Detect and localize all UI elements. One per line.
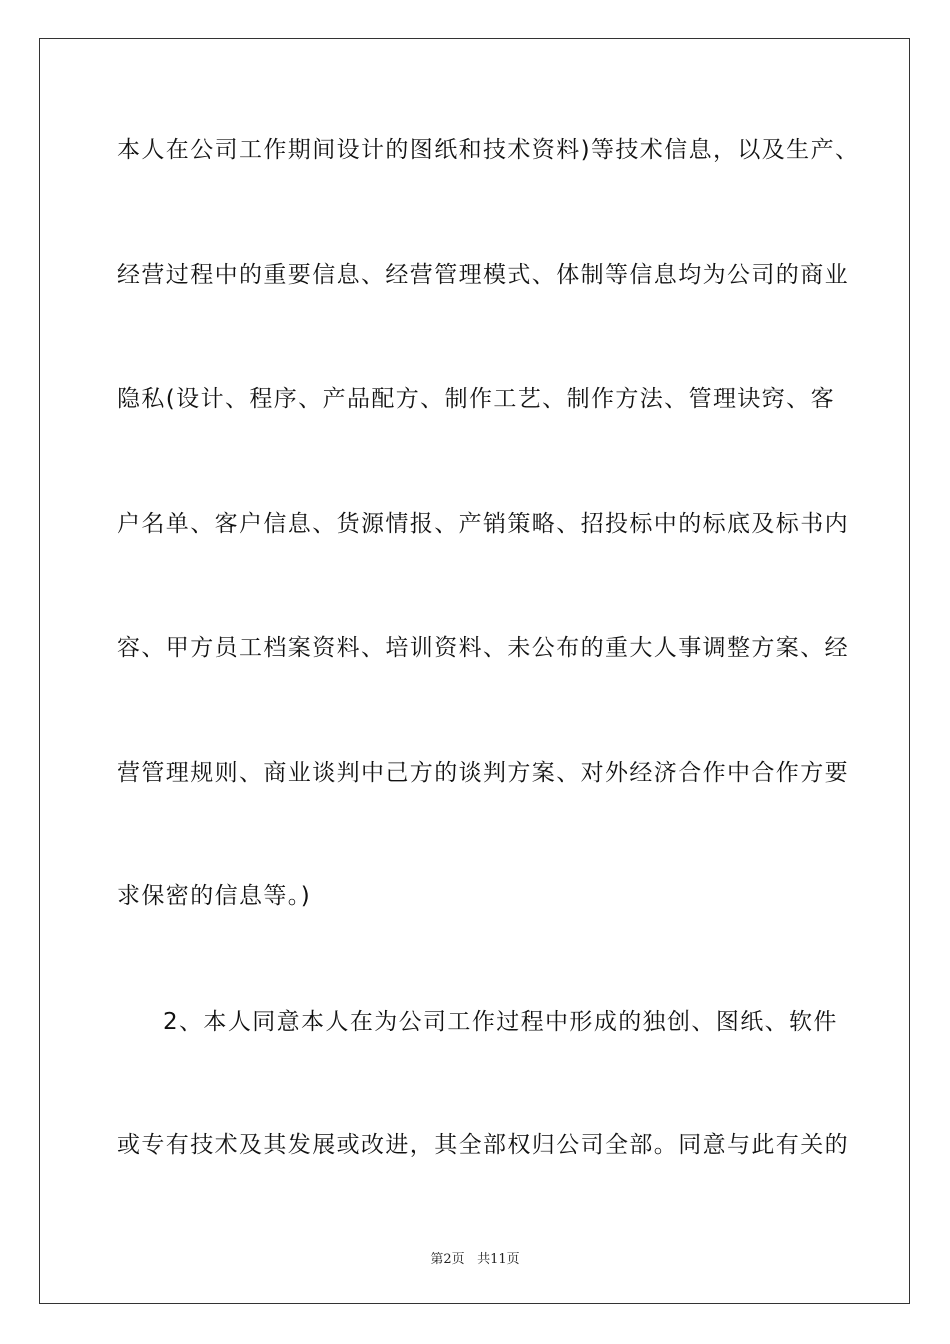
page-border <box>39 38 910 1304</box>
body-text-line: 本人在公司工作期间设计的图纸和技术资料)等技术信息，以及生产、 <box>117 137 860 163</box>
body-text-line: 求保密的信息等。) <box>117 883 312 909</box>
page-footer <box>0 1248 950 1267</box>
total-pages: 共11页 <box>477 1252 520 1267</box>
paragraph-start-line: 2、本人同意本人在为公司工作过程中形成的独创、图纸、软件 <box>163 1009 838 1035</box>
body-text-line: 或专有技术及其发展或改进，其全部权归公司全部。同意与此有关的 <box>117 1132 849 1158</box>
body-text-line: 营管理规则、商业谈判中己方的谈判方案、对外经济合作中合作方要 <box>117 760 849 786</box>
page-number: 第2页 <box>430 1252 465 1267</box>
body-text-line: 隐私(设计、程序、产品配方、制作工艺、制作方法、管理诀窍、客 <box>117 386 835 412</box>
body-text-line: 户名单、客户信息、货源情报、产销策略、招投标中的标底及标书内 <box>117 511 849 537</box>
body-text-line: 容、甲方员工档案资料、培训资料、未公布的重大人事调整方案、经 <box>117 635 849 661</box>
body-text-line: 经营过程中的重要信息、经营管理模式、体制等信息均为公司的商业 <box>117 262 849 288</box>
